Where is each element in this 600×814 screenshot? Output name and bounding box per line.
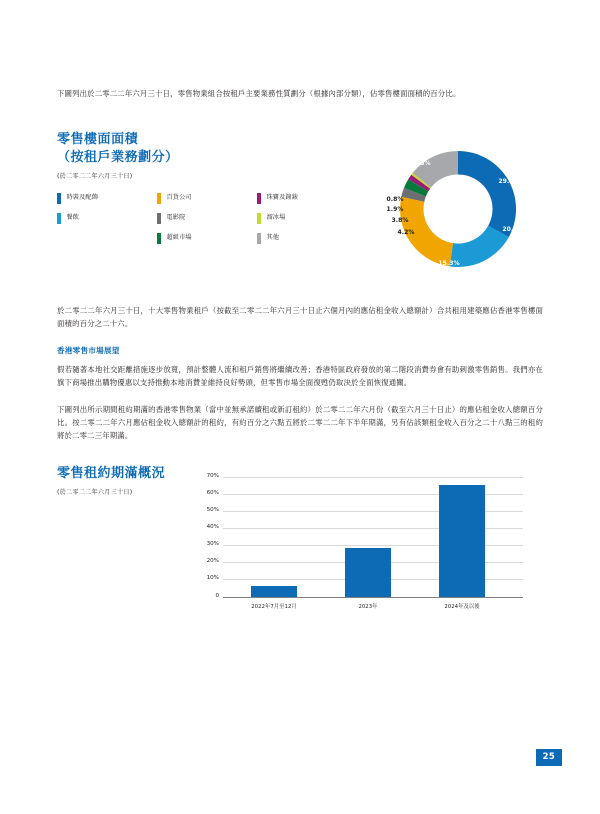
- donut-label-cinema: 4.2%: [397, 228, 415, 236]
- legend-item-label: 電影院: [166, 213, 186, 221]
- legend-swatch-icon: [57, 193, 61, 204]
- y-tick-label: 0: [215, 592, 219, 599]
- legend-swatch-icon: [257, 193, 261, 204]
- page-content: [57, 88, 543, 645]
- donut-label-ice-rink: 0.8%: [386, 195, 404, 203]
- y-tick-label: 70%: [206, 472, 219, 479]
- x-tick-label: 2022年7月至12月: [251, 603, 297, 610]
- x-tick-label: 2023年: [358, 603, 378, 610]
- x-axis: [223, 597, 523, 598]
- y-tick-label: 20%: [206, 557, 219, 564]
- floor-area-subtitle: (於二零二二年六月三十日): [57, 173, 133, 181]
- donut-label-fnb: 20.2%: [502, 225, 524, 233]
- legend-swatch-icon: [157, 233, 161, 244]
- retail-floor-area-section: [57, 131, 543, 291]
- outlook-paragraph-2: 下圖列出所示期間租約期滿的香港零售物業（當中並無承諾續租或新訂租約）於二零二二年六月份（截至六月三十日止）的應佔租金收入總額百分比。按二零二二年六月應佔租金收入總額計的租約，有約百分之六點五將於二零二二年下半年期滿，另有佔該類租金收入百分之二十八點三的租約將於二零二三年期滿。: [57, 404, 543, 440]
- donut-label-fashion: 29.3%: [498, 177, 520, 185]
- floor-area-title-line1: 零售樓面面積: [57, 131, 139, 147]
- legend-item-label: 其他: [266, 233, 280, 241]
- legend-swatch-icon: [257, 233, 261, 244]
- gridline: [223, 477, 523, 478]
- legend-item: [257, 233, 357, 244]
- lease-expiry-section: [57, 465, 543, 645]
- floor-area-title-line2: （按租戶業務劃分）: [57, 149, 179, 165]
- legend-item: [257, 193, 357, 204]
- legend-swatch-icon: [157, 193, 161, 204]
- intro-paragraph: 下圖列出於二零二二年六月三十日，零售物業組合按租戶主要業務性質劃分（根據內部分類），佔零售樓面面積的百分比。: [57, 89, 461, 98]
- legend-item: [157, 213, 257, 224]
- donut-label-others: 24.5%: [409, 159, 431, 167]
- legend-swatch-icon: [257, 213, 261, 224]
- donut-segment-fashion: [458, 151, 516, 237]
- legend-item: [157, 233, 257, 244]
- lease-expiry-title: 零售租約期滿概況: [57, 465, 166, 481]
- floor-area-legend: [57, 193, 357, 253]
- donut-label-dept-store: 15.3%: [438, 259, 460, 267]
- y-tick-label: 10%: [206, 574, 219, 581]
- legend-column-3: [257, 193, 357, 253]
- lease-expiry-bar-chart: [197, 467, 527, 617]
- bar-2024-onwards: [439, 485, 485, 597]
- x-tick-label: 2024年及以後: [444, 603, 480, 610]
- legend-swatch-icon: [157, 213, 161, 224]
- top-tenants-paragraph: 於二零二二年六月三十日，十大零售物業租戶（按截至二零二二年六月三十日止六個月內的應佔租金收入總額計）合共租用建築應佔香港零售樓面面積的百分之二十六。: [57, 305, 543, 328]
- legend-item-label: 溜冰場: [266, 213, 286, 221]
- legend-item-label: 餐飲: [66, 213, 80, 221]
- donut-svg: [373, 131, 543, 291]
- y-tick-label: 50%: [206, 506, 219, 513]
- lease-expiry-subtitle: (於二零二二年六月三十日): [57, 489, 133, 497]
- donut-label-supermarket: 3.8%: [391, 216, 409, 224]
- bar-2022h2: [251, 586, 297, 597]
- floor-area-donut-chart: [373, 131, 543, 291]
- y-tick-label: 60%: [206, 489, 219, 496]
- legend-item-label: 時裝及配飾: [66, 193, 99, 201]
- y-tick-label: 30%: [206, 540, 219, 547]
- legend-column-1: [57, 193, 157, 253]
- outlook-heading: 香港零售市場展望: [57, 345, 120, 355]
- outlook-paragraph-1: 假若隨著本地社交距離措施逐步放寬，預計整體人流和租戶銷售將繼續改善；香港特區政府發放的第二階段消費券會有助刺激零售銷售。我們亦在旗下商場推出購物優惠以支持推動本地消費並維持良好勢頭，但零售市場全面復甦仍取決於全面恢復通關。: [57, 364, 543, 387]
- legend-item: [57, 193, 157, 204]
- page-number: 25: [536, 749, 562, 766]
- y-tick-label: 40%: [206, 523, 219, 530]
- donut-label-jewellery: 1.9%: [386, 205, 404, 213]
- legend-item-label: 超級市場: [166, 233, 192, 241]
- legend-item: [157, 193, 257, 204]
- legend-column-2: [157, 193, 257, 253]
- legend-item: [57, 213, 157, 224]
- legend-item-label: 百貨公司: [166, 193, 192, 201]
- legend-swatch-icon: [57, 213, 61, 224]
- legend-item-label: 珠寶及鐘錶: [266, 193, 299, 201]
- legend-item: [257, 213, 357, 224]
- bar-2023: [345, 548, 391, 597]
